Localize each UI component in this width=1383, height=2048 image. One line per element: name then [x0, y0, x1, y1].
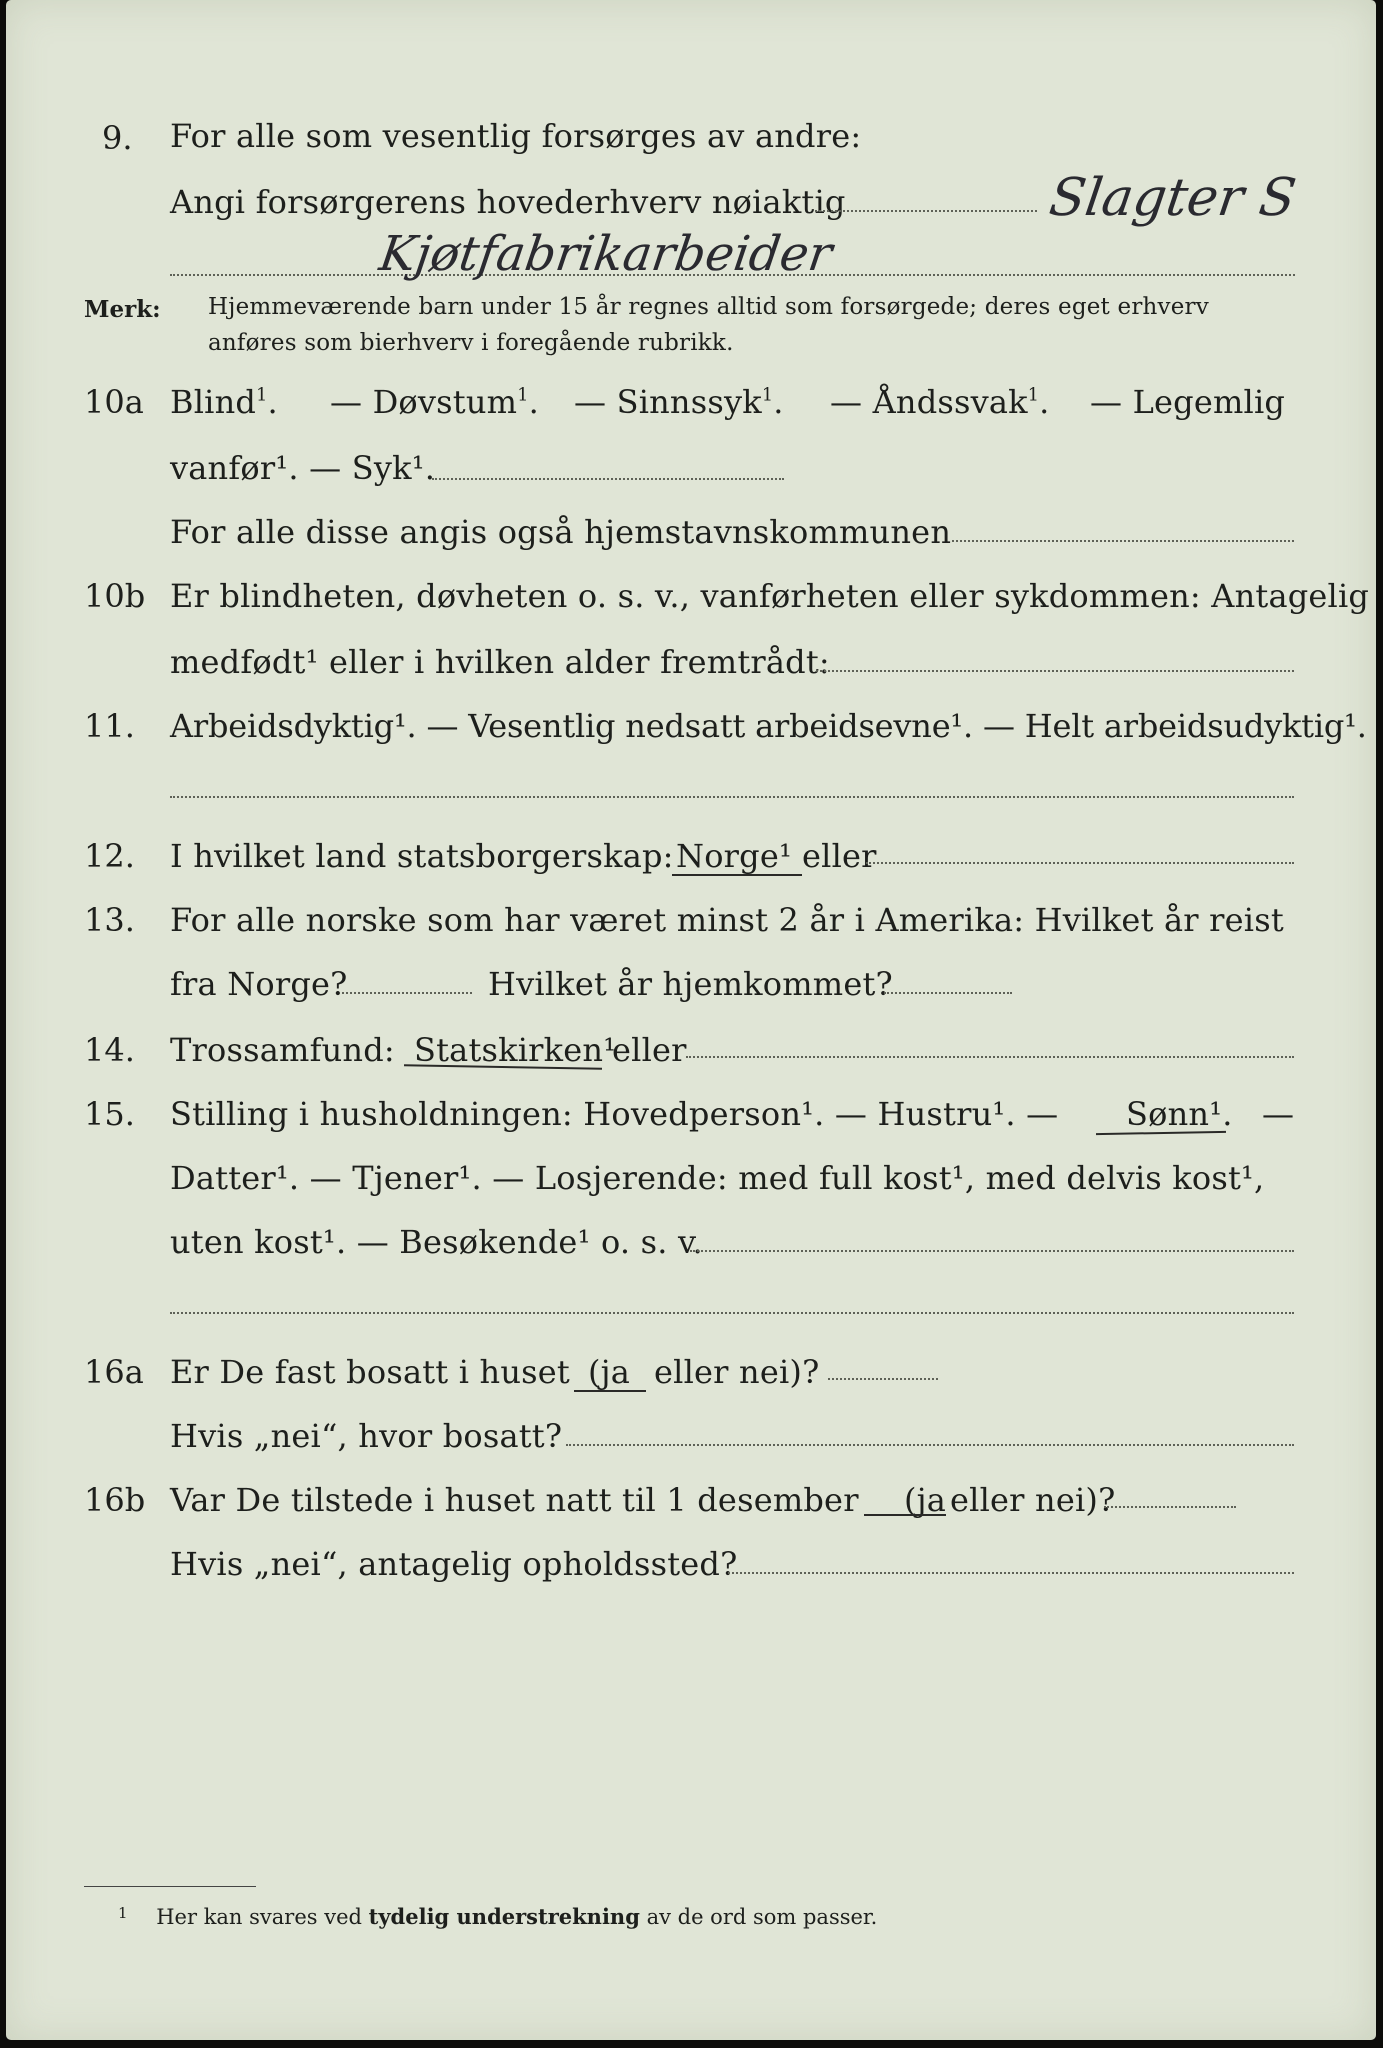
q16a-ja-underline	[574, 1390, 646, 1392]
q10a-option-legemlig: — Legemlig	[1090, 383, 1286, 421]
q9-handwritten-answer: Kjøtfabrikarbeider	[376, 226, 836, 282]
merk-line2: anføres som bierhverv i foregående rubrikk.	[208, 330, 734, 356]
q10b-line2: medfødt¹ eller i hvilken alder fremtrådt:	[170, 643, 830, 681]
q10a-hjemstavn-answer-line[interactable]	[952, 540, 1294, 542]
q13-hjemkommet-answer-line[interactable]	[884, 992, 1012, 994]
q16a-answer-line[interactable]	[828, 1378, 938, 1380]
q10a-option-andssvak: — Åndssvak$^1$.	[830, 383, 1050, 421]
q16b-option-ja: (ja	[904, 1481, 947, 1519]
q14-answer-line[interactable]	[686, 1056, 1294, 1058]
q16b-line2: Hvis „nei“, antagelig opholdssted?	[170, 1545, 738, 1583]
q16b-number: 16b	[84, 1481, 146, 1519]
q9-answer-line-1[interactable]	[815, 210, 1037, 212]
q14-option-statskirken: Statskirken¹	[414, 1031, 617, 1069]
q14-text: Trossamfund:	[170, 1031, 395, 1069]
q10a-line2: vanfør¹. — Syk¹.	[170, 449, 436, 487]
q9-line1: For alle som vesentlig forsørges av andre:	[170, 117, 862, 155]
q12-number: 12.	[84, 837, 135, 875]
footnote-mark: 1	[118, 1904, 128, 1922]
q13-line2a: fra Norge?	[170, 965, 348, 1003]
q10a-number: 10a	[84, 383, 144, 421]
q13-line1: For alle norske som har været minst 2 år i Amerika: Hvilket år reist	[170, 901, 1284, 939]
q11-number: 11.	[84, 707, 135, 745]
q15-line1a: Stilling i husholdningen: Hovedperson¹. — Hustru¹. —	[170, 1095, 1059, 1133]
q15-answer-line-2[interactable]	[170, 1312, 1294, 1314]
q16b-ja-underline	[864, 1514, 946, 1516]
footnote	[118, 1904, 877, 1929]
q10a-syk-answer-line[interactable]	[432, 478, 784, 480]
q16b-opholdssted-answer-line[interactable]	[728, 1572, 1294, 1574]
footnote-post: av de ord som passer.	[646, 1905, 878, 1929]
q16a-line1c: eller nei)?	[654, 1353, 820, 1391]
q11-line1: Arbeidsdyktig¹. — Vesentlig nedsatt arbeidsevne¹. — Helt arbeidsudyktig¹.	[170, 707, 1367, 745]
q12-option-norge: Norge¹	[676, 837, 793, 875]
q13-line2b: Hvilket år hjemkommet?	[488, 965, 893, 1003]
q10a-option-sinnssyk: — Sinnssyk$^1$.	[574, 383, 784, 421]
q14-number: 14.	[84, 1031, 135, 1069]
q9-handwritten-answer-2: Slagter S	[1045, 168, 1300, 228]
q16b-answer-line[interactable]	[1104, 1506, 1236, 1508]
q16a-option-ja: (ja	[588, 1353, 631, 1391]
q15-option-sonn: Sønn¹.	[1126, 1095, 1233, 1133]
q10b-number: 10b	[84, 577, 146, 615]
q15-number: 15.	[84, 1095, 135, 1133]
q15-line3: uten kost¹. — Besøkende¹ o. s. v.	[170, 1223, 703, 1261]
q16b-line1c: eller nei)?	[950, 1481, 1116, 1519]
q10a-option-blind: Blind$^1$.	[170, 383, 278, 421]
footnote-rule	[84, 1886, 256, 1887]
q10a-option-dovstum: — Døvstum$^1$.	[330, 383, 539, 421]
q13-number: 13.	[84, 901, 135, 939]
q15-answer-line[interactable]	[690, 1250, 1294, 1252]
footnote-pre: Her kan svares ved	[156, 1905, 362, 1929]
q12-text: I hvilket land statsborgerskap:	[170, 837, 674, 875]
q10a-line3: For alle disse angis også hjemstavnskommunen	[170, 513, 952, 551]
q12-answer-line[interactable]	[866, 862, 1294, 864]
q14-tail: eller	[612, 1031, 687, 1069]
q16a-bosatt-answer-line[interactable]	[566, 1444, 1294, 1446]
q16a-line2: Hvis „nei“, hvor bosatt?	[170, 1417, 563, 1455]
q12-tail: eller	[802, 837, 877, 875]
merk-line1: Hjemmeværende barn under 15 år regnes alltid som forsørgede; deres eget erhverv	[208, 294, 1209, 320]
q9-line2: Angi forsørgerens hovederhverv nøiaktig	[170, 183, 846, 221]
q16a-number: 16a	[84, 1353, 144, 1391]
q15-line1c: —	[1262, 1095, 1295, 1133]
q16b-line1a: Var De tilstede i huset natt til 1 desember	[170, 1481, 859, 1519]
q13-reist-answer-line[interactable]	[342, 992, 472, 994]
q16a-line1a: Er De fast bosatt i huset	[170, 1353, 570, 1391]
footnote-bold: tydelig understrekning	[368, 1904, 640, 1929]
q15-line2: Datter¹. — Tjener¹. — Losjerende: med full kost¹, med delvis kost¹,	[170, 1159, 1265, 1197]
q12-norge-underline	[672, 874, 802, 876]
q10b-line1: Er blindheten, døvheten o. s. v., vanførheten eller sykdommen: Antagelig	[170, 577, 1370, 615]
merk-label: Merk:	[84, 296, 161, 323]
q9-number: 9.	[102, 119, 133, 157]
q11-answer-line[interactable]	[170, 796, 1294, 798]
q10b-answer-line[interactable]	[816, 670, 1294, 672]
